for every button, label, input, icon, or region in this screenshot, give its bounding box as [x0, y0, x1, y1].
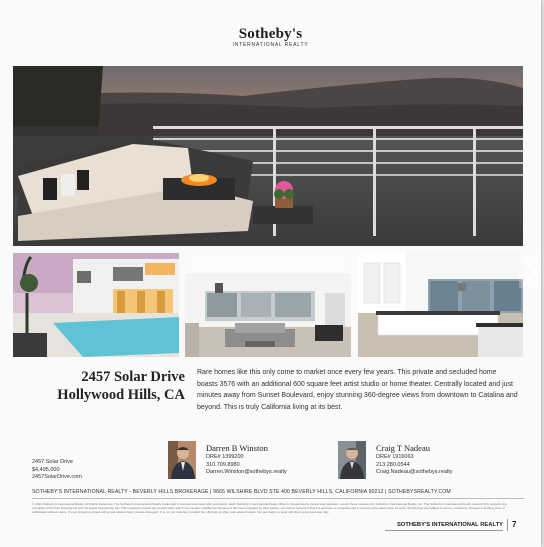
- footer-brand-underline: [385, 530, 503, 531]
- listing-website: 2457SolarDrive.com: [32, 474, 82, 480]
- chevron-right-icon: [519, 254, 541, 288]
- legal-disclaimer: © 2021 Sotheby's International Realty. All Rights Reserved. The Sotheby's International Realty trademark is licensed and used with permission. Each Sotheby's International Realty office is independently owned and operated, except those operated by Sotheby's International Realty, Inc. The Sotheby's International Realty network fully supports the principles of the Fair Housing Act and the Equal Opportunity Act. This material is based upon information which we consider reliable but because it has been supplied by third parties, we cannot represent that it is accurate or complete and it should not be relied upon as such. All offerings are subject to errors, omissions, changes including price or withdrawal without notice. If your property is listed with a real estate broker, please disregard. It is not our intention to solicit the offerings of other real estate brokers. We are happy to work with them and cooperate fully.: [32, 502, 507, 514]
- listing-price: $4,495,000: [32, 466, 60, 473]
- agent-email[interactable]: Darren.Winston@sothebys.realty: [206, 469, 287, 475]
- agent-name: Darren B Winston: [206, 443, 268, 453]
- agent-dre: DRE# 1916063: [376, 454, 414, 460]
- page-number: 7: [512, 520, 517, 529]
- property-description: Rare homes like this only come to market once every few years. This private and secluded home boasts 3576 with an additional 600 square feet artist studio or home theater. Centrally located and just minutes away from Sunset Boulevard, enjoy stunning 360-degree views from downtown to Catalina and beyond. This is truly California living at its best.: [197, 369, 518, 411]
- footer-divider: [32, 498, 524, 499]
- agent-dre: DRE# 1399200: [206, 454, 244, 460]
- hero-photo: [13, 66, 523, 246]
- listing-street: 2457 Solar Drive: [32, 459, 73, 465]
- agent-phone[interactable]: 310.709.8980: [206, 461, 240, 468]
- brand-tagline: INTERNATIONAL REALTY: [232, 42, 309, 48]
- address-city: Hollywood Hills, CA: [57, 387, 185, 403]
- brand-logo: Sotheby's: [238, 26, 303, 42]
- agent-photo: [338, 441, 366, 479]
- page-number-divider: [507, 519, 508, 531]
- agent-card: [206, 443, 287, 477]
- agent-photo: [168, 441, 196, 479]
- kitchen-photo: [358, 253, 523, 357]
- agent-card: [376, 443, 453, 477]
- agent-phone[interactable]: 213.280.0544: [376, 461, 410, 468]
- property-address: [57, 368, 185, 404]
- pool-photo: [13, 253, 179, 357]
- living-room-photo: [185, 253, 351, 357]
- brokerage-info: SOTHEBY'S INTERNATIONAL REALTY - BEVERLY HILLS BROKERAGE | 9665 WILSHIRE BLVD STE 400 BEVERLY HILLS, CALIFORNIA 90212 | SOTHEBYSREALTY.COM: [32, 489, 451, 495]
- address-street: 2457 Solar Drive: [81, 369, 185, 385]
- agent-email[interactable]: Craig.Nadeau@sothebys.realty: [376, 469, 453, 475]
- next-page-button[interactable]: [519, 254, 541, 288]
- footer-brand: SOTHEBY'S INTERNATIONAL REALTY: [396, 522, 503, 528]
- agent-name: Craig T Nadeau: [376, 443, 430, 453]
- listing-details: [32, 459, 82, 482]
